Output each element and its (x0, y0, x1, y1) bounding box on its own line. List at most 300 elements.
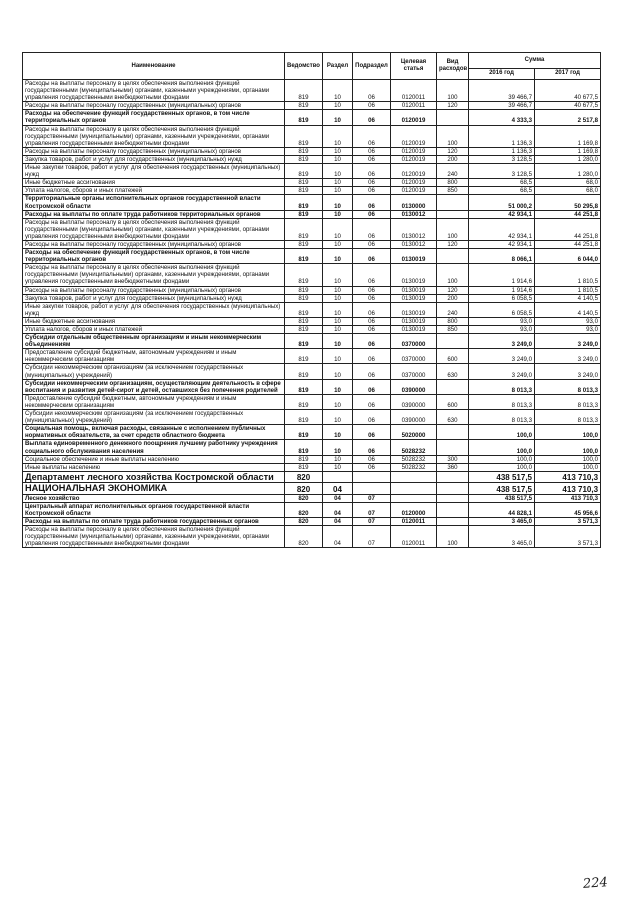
section-cell: 10 (323, 164, 353, 179)
table-row (23, 326, 601, 334)
table-row (23, 187, 601, 195)
amount-2017-cell: 3 249,0 (535, 364, 601, 379)
amount-2017-cell: 1 810,5 (535, 264, 601, 286)
subsection-cell: 06 (353, 102, 391, 110)
col-header-expense-type: Вид расходов (437, 53, 469, 80)
target-cell (391, 483, 437, 495)
expense-type-cell: 100 (437, 80, 469, 102)
amount-2016-cell: 42 934,1 (469, 218, 535, 240)
row-name-cell: Субсидии отдельным общественным организациям и иным некоммерческим объединениям (23, 334, 285, 349)
target-cell: 0130012 (391, 210, 437, 218)
expense-type-cell: 300 (437, 455, 469, 463)
section-cell: 10 (323, 210, 353, 218)
row-name-cell: Выплата единовременного денежного поощрения лучшему работнику учреждения социального обслуживания населения (23, 440, 285, 455)
dept-cell: 820 (285, 494, 323, 502)
table-row (23, 249, 601, 264)
section-cell: 10 (323, 147, 353, 155)
row-name-cell: Иные закупки товаров, работ и услуг для обеспечения государственных (муниципальных) нужд (23, 164, 285, 179)
section-cell: 10 (323, 286, 353, 294)
expense-type-cell: 600 (437, 394, 469, 409)
table-row (23, 195, 601, 210)
amount-2016-cell: 8 013,3 (469, 410, 535, 425)
subsection-cell: 06 (353, 334, 391, 349)
page-number: 224 (582, 875, 609, 892)
table-row (23, 317, 601, 325)
row-name-cell: Департамент лесного хозяйства Костромской области (23, 471, 285, 483)
target-cell: 0120011 (391, 102, 437, 110)
amount-2017-cell: 4 140,5 (535, 302, 601, 317)
subsection-cell: 07 (353, 518, 391, 526)
expense-type-cell: 100 (437, 526, 469, 548)
row-name-cell: Лесное хозяйство (23, 494, 285, 502)
table-row (23, 110, 601, 125)
dept-cell: 819 (285, 326, 323, 334)
subsection-cell: 07 (353, 502, 391, 517)
amount-2017-cell: 1 169,8 (535, 147, 601, 155)
amount-2016-cell: 8 066,1 (469, 249, 535, 264)
table-row (23, 364, 601, 379)
row-name-cell: Субсидии некоммерческим организациям (за исключением государственных (муниципальных) учреждений) (23, 410, 285, 425)
subsection-cell: 06 (353, 302, 391, 317)
row-name-cell: Социальная помощь, включая расходы, связанные с исполнением публичных нормативных обязательств, за счет средств областного бюджета (23, 425, 285, 440)
amount-2016-cell: 3 249,0 (469, 364, 535, 379)
amount-2016-cell: 438 517,5 (469, 471, 535, 483)
section-cell: 10 (323, 425, 353, 440)
table-row (23, 147, 601, 155)
table-row (23, 218, 601, 240)
target-cell: 0130012 (391, 218, 437, 240)
section-cell: 10 (323, 334, 353, 349)
target-cell: 0370000 (391, 364, 437, 379)
amount-2016-cell: 8 013,3 (469, 394, 535, 409)
row-name-cell: Расходы на выплаты персоналу государственных (муниципальных) органов (23, 147, 285, 155)
target-cell: 0390000 (391, 410, 437, 425)
table-row (23, 502, 601, 517)
row-name-cell: Расходы на выплаты персоналу в целях обеспечения выполнения функций государственными (муниципальными) органами, казенными учреждениями, органами управления государственными внебюджетными фондами (23, 526, 285, 548)
amount-2017-cell: 1 280,0 (535, 155, 601, 163)
subsection-cell: 06 (353, 317, 391, 325)
amount-2017-cell: 3 571,3 (535, 518, 601, 526)
dept-cell: 819 (285, 240, 323, 248)
section-cell: 04 (323, 502, 353, 517)
amount-2016-cell: 6 058,5 (469, 302, 535, 317)
col-header-name: Наименование (23, 53, 285, 80)
row-name-cell: Расходы на обеспечение функций государственных органов, в том числе территориальных органов (23, 110, 285, 125)
section-cell: 10 (323, 394, 353, 409)
dept-cell: 820 (285, 483, 323, 495)
expense-type-cell: 240 (437, 164, 469, 179)
target-cell: 0130019 (391, 294, 437, 302)
target-cell: 0130019 (391, 264, 437, 286)
target-cell: 0120019 (391, 187, 437, 195)
section-cell: 10 (323, 102, 353, 110)
amount-2016-cell: 8 013,3 (469, 379, 535, 394)
expense-type-cell: 100 (437, 125, 469, 147)
subsection-cell: 06 (353, 440, 391, 455)
amount-2017-cell: 93,0 (535, 326, 601, 334)
target-cell: 0130000 (391, 195, 437, 210)
row-name-cell: Расходы на выплаты персоналу в целях обеспечения выполнения функций государственными (муниципальными) органами, казенными учреждениями, органами управления государственными внебюджетными фондами (23, 125, 285, 147)
target-cell: 0130019 (391, 286, 437, 294)
amount-2016-cell: 100,0 (469, 463, 535, 471)
subsection-cell: 06 (353, 249, 391, 264)
section-cell: 10 (323, 302, 353, 317)
expense-type-cell: 800 (437, 317, 469, 325)
col-header-2016: 2016 год (469, 68, 535, 79)
subsection-cell: 06 (353, 410, 391, 425)
row-name-cell: НАЦИОНАЛЬНАЯ ЭКОНОМИКА (23, 483, 285, 495)
expense-type-cell (437, 471, 469, 483)
dept-cell: 819 (285, 463, 323, 471)
row-name-cell: Расходы на выплаты персоналу в целях обеспечения выполнения функций государственными (муниципальными) органами, казенными учреждениями, органами управления государственными внебюджетными фондами (23, 264, 285, 286)
target-cell: 0120000 (391, 502, 437, 517)
subsection-cell: 06 (353, 80, 391, 102)
table-row (23, 302, 601, 317)
amount-2017-cell: 413 710,3 (535, 471, 601, 483)
subsection-cell: 06 (353, 210, 391, 218)
amount-2016-cell: 3 465,0 (469, 518, 535, 526)
dept-cell: 820 (285, 526, 323, 548)
amount-2016-cell: 3 249,0 (469, 349, 535, 364)
amount-2017-cell: 413 710,3 (535, 483, 601, 495)
dept-cell: 820 (285, 471, 323, 483)
expense-type-cell: 360 (437, 463, 469, 471)
amount-2017-cell: 100,0 (535, 463, 601, 471)
subsection-cell: 06 (353, 425, 391, 440)
subsection-cell: 06 (353, 110, 391, 125)
section-cell: 10 (323, 264, 353, 286)
amount-2016-cell: 3 465,0 (469, 526, 535, 548)
dept-cell: 819 (285, 102, 323, 110)
amount-2017-cell: 8 013,3 (535, 394, 601, 409)
table-row (23, 179, 601, 187)
col-header-section: Раздел (323, 53, 353, 80)
table-row (23, 494, 601, 502)
target-cell: 0120011 (391, 518, 437, 526)
amount-2016-cell: 4 333,3 (469, 110, 535, 125)
dept-cell: 819 (285, 379, 323, 394)
subsection-cell: 06 (353, 364, 391, 379)
dept-cell: 819 (285, 164, 323, 179)
section-cell: 10 (323, 110, 353, 125)
table-row (23, 518, 601, 526)
amount-2016-cell: 1 914,6 (469, 264, 535, 286)
row-name-cell: Иные бюджетные ассигнования (23, 317, 285, 325)
subsection-cell: 06 (353, 455, 391, 463)
target-cell: 0130012 (391, 240, 437, 248)
row-name-cell: Расходы на выплаты персоналу государственных (муниципальных) органов (23, 286, 285, 294)
subsection-cell: 06 (353, 125, 391, 147)
subsection-cell: 06 (353, 286, 391, 294)
section-cell: 10 (323, 379, 353, 394)
dept-cell: 819 (285, 425, 323, 440)
target-cell: 0130019 (391, 326, 437, 334)
subsection-cell: 07 (353, 526, 391, 548)
dept-cell: 819 (285, 440, 323, 455)
row-name-cell: Предоставление субсидий бюджетным, автономным учреждениям и иным некоммерческим организациям (23, 349, 285, 364)
expense-type-cell: 120 (437, 240, 469, 248)
section-cell: 04 (323, 483, 353, 495)
expense-type-cell: 850 (437, 187, 469, 195)
amount-2017-cell: 44 251,8 (535, 210, 601, 218)
amount-2017-cell: 45 956,6 (535, 502, 601, 517)
dept-cell: 819 (285, 195, 323, 210)
budget-rows (23, 80, 601, 548)
table-row (23, 80, 601, 102)
target-cell: 0130019 (391, 249, 437, 264)
expense-type-cell (437, 494, 469, 502)
amount-2017-cell: 68,0 (535, 187, 601, 195)
subsection-cell: 06 (353, 155, 391, 163)
expense-type-cell: 630 (437, 410, 469, 425)
row-name-cell: Иные бюджетные ассигнования (23, 179, 285, 187)
amount-2016-cell: 44 828,1 (469, 502, 535, 517)
target-cell: 5028232 (391, 455, 437, 463)
section-cell: 10 (323, 195, 353, 210)
subsection-cell: 06 (353, 164, 391, 179)
expense-type-cell (437, 249, 469, 264)
dept-cell: 819 (285, 294, 323, 302)
amount-2017-cell: 3 249,0 (535, 334, 601, 349)
subsection-cell: 06 (353, 179, 391, 187)
amount-2017-cell: 4 140,5 (535, 294, 601, 302)
target-cell: 0390000 (391, 394, 437, 409)
section-cell: 10 (323, 179, 353, 187)
row-name-cell: Уплата налогов, сборов и иных платежей (23, 187, 285, 195)
table-row (23, 334, 601, 349)
target-cell: 0120011 (391, 80, 437, 102)
section-cell: 10 (323, 317, 353, 325)
target-cell: 0130019 (391, 317, 437, 325)
row-name-cell: Предоставление субсидий бюджетным, автономным учреждениям и иным некоммерческим организациям (23, 394, 285, 409)
amount-2016-cell: 42 934,1 (469, 240, 535, 248)
subsection-cell: 06 (353, 349, 391, 364)
amount-2016-cell: 42 934,1 (469, 210, 535, 218)
target-cell: 0120019 (391, 155, 437, 163)
expense-type-cell: 800 (437, 179, 469, 187)
amount-2017-cell: 1 169,8 (535, 125, 601, 147)
expense-type-cell: 850 (437, 326, 469, 334)
amount-2017-cell: 1 810,5 (535, 286, 601, 294)
amount-2016-cell: 68,5 (469, 187, 535, 195)
amount-2017-cell: 100,0 (535, 455, 601, 463)
subsection-cell: 06 (353, 379, 391, 394)
expense-type-cell (437, 440, 469, 455)
dept-cell: 819 (285, 410, 323, 425)
amount-2017-cell: 3 249,0 (535, 349, 601, 364)
section-cell: 10 (323, 155, 353, 163)
dept-cell: 819 (285, 187, 323, 195)
section-cell: 10 (323, 187, 353, 195)
amount-2017-cell: 40 677,5 (535, 102, 601, 110)
table-row (23, 394, 601, 409)
table-row (23, 286, 601, 294)
amount-2017-cell: 413 710,3 (535, 494, 601, 502)
dept-cell: 819 (285, 364, 323, 379)
col-header-dept: Ведомство (285, 53, 323, 80)
expense-type-cell (437, 110, 469, 125)
target-cell: 0120019 (391, 179, 437, 187)
target-cell: 0120019 (391, 164, 437, 179)
amount-2017-cell: 6 044,0 (535, 249, 601, 264)
dept-cell: 819 (285, 334, 323, 349)
dept-cell: 820 (285, 518, 323, 526)
row-name-cell: Территориальные органы исполнительных органов государственной власти Костромской области (23, 195, 285, 210)
target-cell: 5028232 (391, 463, 437, 471)
amount-2016-cell: 3 249,0 (469, 334, 535, 349)
subsection-cell (353, 483, 391, 495)
amount-2016-cell: 93,0 (469, 317, 535, 325)
target-cell: 5020000 (391, 425, 437, 440)
amount-2017-cell: 1 280,0 (535, 164, 601, 179)
dept-cell: 819 (285, 179, 323, 187)
expense-type-cell: 120 (437, 286, 469, 294)
target-cell (391, 494, 437, 502)
col-header-sum: Сумма (469, 53, 601, 69)
table-row (23, 483, 601, 495)
target-cell: 5028232 (391, 440, 437, 455)
row-name-cell: Иные закупки товаров, работ и услуг для обеспечения государственных (муниципальных) нужд (23, 302, 285, 317)
subsection-cell: 06 (353, 463, 391, 471)
dept-cell: 819 (285, 218, 323, 240)
dept-cell: 819 (285, 317, 323, 325)
amount-2016-cell: 93,0 (469, 326, 535, 334)
target-cell: 0120019 (391, 110, 437, 125)
dept-cell: 819 (285, 249, 323, 264)
row-name-cell: Расходы на выплаты персоналу в целях обеспечения выполнения функций государственными (муниципальными) органами, казенными учреждениями, органами управления государственными внебюджетными фондами (23, 80, 285, 102)
row-name-cell: Расходы на выплаты по оплате труда работников территориальных органов (23, 210, 285, 218)
table-row (23, 164, 601, 179)
dept-cell: 819 (285, 210, 323, 218)
row-name-cell: Расходы на выплаты персоналу государственных (муниципальных) органов (23, 240, 285, 248)
amount-2017-cell: 3 571,3 (535, 526, 601, 548)
table-row (23, 471, 601, 483)
row-name-cell: Социальное обеспечение и иные выплаты населению (23, 455, 285, 463)
amount-2016-cell: 68,5 (469, 179, 535, 187)
section-cell: 10 (323, 249, 353, 264)
dept-cell: 820 (285, 502, 323, 517)
dept-cell: 819 (285, 80, 323, 102)
col-header-subsection: Подраздел (353, 53, 391, 80)
section-cell: 10 (323, 455, 353, 463)
amount-2016-cell: 6 058,5 (469, 294, 535, 302)
section-cell: 04 (323, 494, 353, 502)
section-cell: 10 (323, 349, 353, 364)
table-row (23, 155, 601, 163)
subsection-cell (353, 471, 391, 483)
row-name-cell: Закупка товаров, работ и услуг для государственных (муниципальных) нужд (23, 155, 285, 163)
subsection-cell: 06 (353, 394, 391, 409)
target-cell: 0120019 (391, 125, 437, 147)
section-cell: 10 (323, 294, 353, 302)
amount-2017-cell: 8 013,3 (535, 379, 601, 394)
row-name-cell: Расходы на обеспечение функций государственных органов, в том числе территориальных органов (23, 249, 285, 264)
expense-type-cell (437, 195, 469, 210)
subsection-cell: 06 (353, 187, 391, 195)
amount-2016-cell: 3 128,5 (469, 164, 535, 179)
expense-type-cell: 100 (437, 264, 469, 286)
table-row (23, 210, 601, 218)
expense-type-cell (437, 379, 469, 394)
expense-type-cell (437, 502, 469, 517)
table-row (23, 125, 601, 147)
expense-type-cell: 120 (437, 102, 469, 110)
dept-cell: 819 (285, 349, 323, 364)
dept-cell: 819 (285, 302, 323, 317)
target-cell: 0370000 (391, 334, 437, 349)
subsection-cell: 06 (353, 326, 391, 334)
subsection-cell: 06 (353, 240, 391, 248)
expense-type-cell (437, 518, 469, 526)
amount-2016-cell: 438 517,5 (469, 483, 535, 495)
expense-type-cell (437, 334, 469, 349)
subsection-cell: 06 (353, 147, 391, 155)
dept-cell: 819 (285, 110, 323, 125)
section-cell (323, 471, 353, 483)
amount-2016-cell: 1 136,3 (469, 147, 535, 155)
budget-sheet (22, 52, 600, 548)
subsection-cell: 06 (353, 195, 391, 210)
table-row (23, 410, 601, 425)
row-name-cell: Закупка товаров, работ и услуг для государственных (муниципальных) нужд (23, 294, 285, 302)
table-row (23, 102, 601, 110)
amount-2017-cell: 8 013,3 (535, 410, 601, 425)
section-cell: 04 (323, 526, 353, 548)
section-cell: 10 (323, 326, 353, 334)
table-row (23, 440, 601, 455)
table-row (23, 294, 601, 302)
table-row (23, 349, 601, 364)
amount-2017-cell: 68,0 (535, 179, 601, 187)
table-row (23, 379, 601, 394)
amount-2017-cell: 100,0 (535, 425, 601, 440)
table-row (23, 455, 601, 463)
amount-2017-cell: 2 517,8 (535, 110, 601, 125)
amount-2017-cell: 44 251,8 (535, 240, 601, 248)
row-name-cell: Уплата налогов, сборов и иных платежей (23, 326, 285, 334)
row-name-cell: Расходы на выплаты персоналу в целях обеспечения выполнения функций государственными (муниципальными) органами, казенными учреждениями, органами управления государственными внебюджетными фондами (23, 218, 285, 240)
col-header-target: Целевая статья (391, 53, 437, 80)
table-row (23, 526, 601, 548)
budget-table (22, 52, 601, 548)
amount-2016-cell: 1 136,3 (469, 125, 535, 147)
amount-2017-cell: 50 295,8 (535, 195, 601, 210)
section-cell: 10 (323, 364, 353, 379)
row-name-cell: Расходы на выплаты персоналу государственных (муниципальных) органов (23, 102, 285, 110)
subsection-cell: 07 (353, 494, 391, 502)
expense-type-cell: 200 (437, 294, 469, 302)
dept-cell: 819 (285, 394, 323, 409)
expense-type-cell: 240 (437, 302, 469, 317)
table-row (23, 425, 601, 440)
target-cell: 0370000 (391, 349, 437, 364)
row-name-cell: Расходы на выплаты по оплате труда работников государственных органов (23, 518, 285, 526)
section-cell: 10 (323, 240, 353, 248)
target-cell: 0390000 (391, 379, 437, 394)
amount-2016-cell: 39 466,7 (469, 80, 535, 102)
amount-2016-cell: 3 128,5 (469, 155, 535, 163)
row-name-cell: Иные выплаты населению (23, 463, 285, 471)
amount-2016-cell: 39 466,7 (469, 102, 535, 110)
amount-2016-cell: 100,0 (469, 440, 535, 455)
subsection-cell: 06 (353, 218, 391, 240)
section-cell: 10 (323, 125, 353, 147)
row-name-cell: Субсидии некоммерческим организациям (за исключением государственных (муниципальных) учреждений) (23, 364, 285, 379)
section-cell: 10 (323, 80, 353, 102)
amount-2016-cell: 1 914,6 (469, 286, 535, 294)
amount-2017-cell: 93,0 (535, 317, 601, 325)
dept-cell: 819 (285, 155, 323, 163)
